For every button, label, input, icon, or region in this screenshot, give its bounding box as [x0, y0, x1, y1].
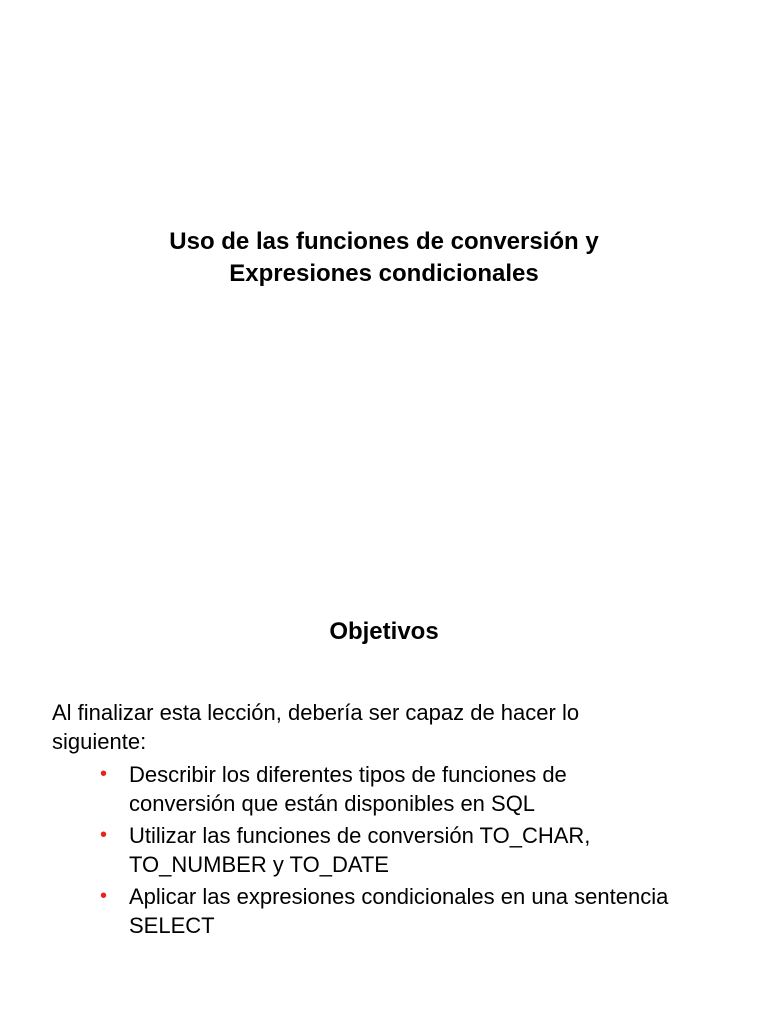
list-item-line-2: conversión que están disponibles en SQL	[129, 791, 536, 816]
list-item-line-1: Utilizar las funciones de conversión TO_CHAR,	[129, 823, 591, 848]
slide-2	[0, 512, 768, 1024]
intro-line-1: Al finalizar esta lección, debería ser capaz de hacer lo	[52, 700, 580, 725]
list-item-line-2: SELECT	[129, 913, 215, 938]
list-item	[100, 760, 740, 818]
list-item-line-2: TO_NUMBER y TO_DATE	[129, 852, 389, 877]
bullet-icon: •	[100, 824, 108, 846]
bullet-icon: •	[100, 763, 108, 785]
slide-1-title	[0, 226, 768, 290]
list-item-line-1: Aplicar las expresiones condicionales en una sentencia	[129, 884, 669, 909]
slide-1-title-line-1: Uso de las funciones de conversión y	[169, 228, 599, 255]
bullet-icon: •	[100, 885, 108, 907]
intro-text	[52, 698, 732, 756]
slide-2-title: Objetivos	[329, 618, 439, 645]
objectives-list	[100, 760, 740, 943]
slide-1-title-line-2: Expresiones condicionales	[229, 260, 539, 287]
intro-line-2: siguiente:	[52, 729, 147, 754]
list-item-line-1: Describir los diferentes tipos de funciones de	[129, 762, 567, 787]
list-item	[100, 882, 740, 940]
list-item	[100, 821, 740, 879]
